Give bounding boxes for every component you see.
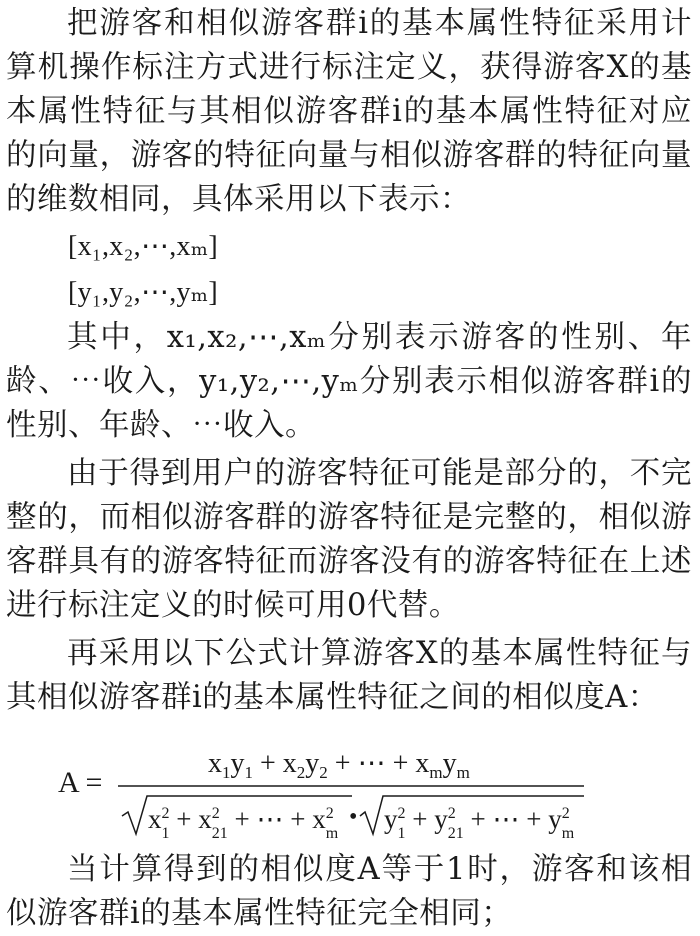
paragraph-similarity-intro: 再采用以下公式计算游客X的基本属性特征与其相似游客群i的基本属性特征之间的相似度A： <box>6 636 692 715</box>
formula-denominator-left: $x^2$ $1 + x^2$ 21 + ⋯ + $x^2$ m <box>148 804 339 842</box>
paragraph-feature-definition: 把游客和相似游客群i的基本属性特征采用计算机操作标注方式进行标注定义，获得游客X的基本属性特征与其相似游客群i的基本属性特征对应的向量，游客的特征向量与相似游客群的特征向量的维数相同，具体采用以下表示： <box>6 6 692 217</box>
formula-denominator-right: $y^2$ $1 + y^2$ 21 + ⋯ + $y^2$ m <box>384 804 575 842</box>
paragraph-conclusion: 当计算得到的相似度A等于1时，游客和该相似游客群i的基本属性特征完全相同； <box>6 852 692 931</box>
formula-dot: • <box>349 804 358 830</box>
similarity-formula <box>6 730 692 846</box>
formula-svg <box>6 730 646 846</box>
paragraph-vector-meaning: 其中，x₁,x₂,⋯,xₘ分别表示游客的性别、年龄、⋯收入，y₁,y₂,⋯,yₘ分别表示相似游客群i的性别、年龄、⋯收入。 <box>6 320 692 443</box>
formula-lhs: A = <box>58 766 103 799</box>
vector-y: [y₁,y₂,⋯,yₘ] <box>68 277 218 308</box>
paragraph-missing-features: 由于得到用户的游客特征可能是部分的，不完整的，而相似游客群的游客特征是完整的，相似游客群具有的游客特征而游客没有的游客特征在上述进行标注定义的时候可用0代替。 <box>6 456 692 623</box>
vector-x: [x₁,x₂,⋯,xₘ] <box>68 231 218 262</box>
formula-numerator: $x_1y_1 + x_2y_2$ + ⋯ + $x_my_m$ <box>208 748 470 782</box>
